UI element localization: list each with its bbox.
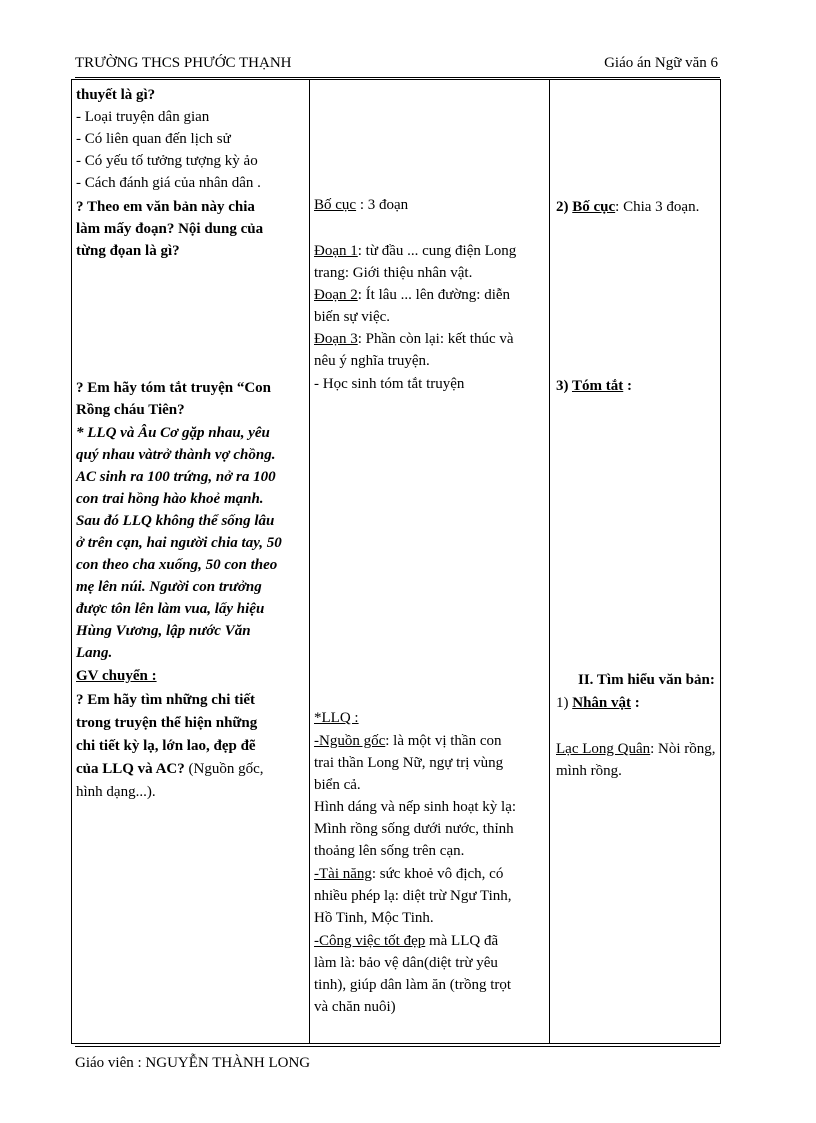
text-line: làm là: bảo vệ dân(diệt trừ yêu (314, 955, 498, 971)
num: 3) (556, 378, 572, 394)
teacher-activity-column (76, 80, 306, 1043)
structure-heading (556, 196, 699, 218)
section-heading: II. Tìm hiểu văn bản: (578, 672, 715, 688)
question-details: hình dạng...). (76, 784, 156, 800)
question-summary: Rồng cháu Tiên? (76, 402, 185, 418)
label: Tóm tắt (571, 378, 624, 394)
text-line: Mình rồng sống dưới nước, thỉnh (314, 821, 514, 837)
text: : Nòi rồng, (650, 741, 716, 757)
label: -Công việc tốt đẹp (314, 933, 426, 949)
summary-text: con trai hồng hào khoẻ mạnh. (76, 491, 264, 507)
question-details: ? Em hãy tìm những chi tiết (76, 692, 256, 708)
page-footer (75, 1046, 720, 1071)
question-structure: ? Theo em văn bản này chia (76, 199, 255, 215)
text-line: tinh), giúp dân làm ăn (trồng trọt (314, 977, 512, 993)
text-line: nhiều phép lạ: diệt trừ Ngư Tinh, (314, 888, 512, 904)
text-line: - Cách đánh giá của nhân dân . (76, 175, 261, 191)
summary-text: quý nhau vàtrở thành vợ chồng. (76, 447, 276, 463)
talent-line (314, 863, 503, 885)
teacher-name: Giáo viên : NGUYỄN THÀNH LONG (75, 1055, 311, 1071)
summary-text: Sau đó LLQ không thể sống lâu (76, 513, 275, 529)
text: : (623, 378, 632, 394)
llq-line (556, 738, 716, 760)
paragraph-1 (314, 240, 516, 262)
question-details: chi tiết kỳ lạ, lớn lao, đẹp đẽ (76, 738, 256, 754)
column-divider-2 (549, 80, 550, 1043)
label: -Tài năng (314, 866, 372, 882)
text: : (631, 695, 640, 711)
structure-line (314, 194, 408, 216)
paragraph-2 (314, 284, 510, 306)
label: Lạc Long Quân (556, 741, 651, 757)
label: Đoạn 1 (314, 243, 358, 259)
text-line: nêu ý nghĩa truyện. (314, 353, 430, 369)
text: mà LLQ đã (425, 933, 499, 949)
question-details (76, 758, 264, 780)
text-line: thuyết là gì? (76, 87, 156, 103)
summary-text: ở trên cạn, hai người chia tay, 50 (76, 535, 282, 551)
teacher-transition: GV chuyển : (76, 668, 157, 684)
label: Nhân vật (572, 695, 632, 711)
question-structure: từng đọan là gì? (76, 243, 180, 259)
summary-text: AC sinh ra 100 trứng, nở ra 100 (76, 469, 276, 485)
summary-text: được tôn lên làm vua, lấy hiệu (76, 601, 265, 617)
label: Bố cục (572, 199, 616, 215)
question-structure: làm mấy đoạn? Nội dung của (76, 221, 264, 237)
label: Đoạn 3 (314, 331, 358, 347)
text-line: - Có yếu tố tưởng tượng kỳ ảo (76, 153, 258, 169)
text: : là một vị thần con (385, 733, 502, 749)
content-column (556, 80, 720, 1043)
text: : Ít lâu ... lên đường: diễn (357, 287, 511, 303)
school-name: TRƯỜNG THCS PHƯỚC THẠNH (75, 55, 292, 71)
label: Bố cục (314, 197, 357, 213)
label: Đoạn 2 (314, 287, 358, 303)
paragraph-3 (314, 328, 514, 350)
text-line: - Loại truyện dân gian (76, 109, 210, 125)
text: : 3 đoạn (356, 197, 409, 213)
deeds-line (314, 930, 498, 952)
question-summary: ? Em hãy tóm tắt truyện “Con (76, 380, 271, 396)
text-line: mình rồng. (556, 763, 622, 779)
question-text: của LLQ và AC? (76, 761, 185, 777)
text: : Phần còn lại: kết thúc và (357, 331, 514, 347)
text-line: trang: Giới thiệu nhân vật. (314, 265, 473, 281)
student-activity-column (314, 80, 546, 1043)
label: -Nguồn gốc (314, 733, 386, 749)
llq-heading: *LLQ : (314, 710, 359, 726)
text-line: và chăn nuôi) (314, 999, 396, 1015)
text-line: Hình dáng và nếp sinh hoạt kỳ lạ: (314, 799, 517, 815)
text-line: biển cả. (314, 777, 361, 793)
summary-text: Hùng Vương, lập nước Văn (76, 623, 251, 639)
text: : Chia 3 đoạn. (615, 199, 700, 215)
text-line: Hồ Tinh, Mộc Tinh. (314, 910, 434, 926)
column-divider-1 (309, 80, 310, 1043)
summary-text: mẹ lên núi. Người con trưởng (76, 579, 262, 595)
summary-heading (556, 375, 632, 397)
text: : sức khoẻ vô địch, có (371, 866, 504, 882)
question-details: trong truyện thể hiện những (76, 715, 258, 731)
text: : từ đầu ... cung điện Long (357, 243, 517, 259)
text-line: trai thần Long Nữ, ngự trị vùng (314, 755, 504, 771)
text-line: thoảng lên sống trên cạn. (314, 843, 465, 859)
subject-title: Giáo án Ngữ văn 6 (604, 55, 718, 71)
origin-line (314, 730, 501, 752)
question-hint: (Nguồn gốc, (184, 761, 264, 777)
lesson-table (71, 79, 721, 1044)
page-header (75, 55, 720, 78)
num: 1) (556, 695, 573, 711)
summary-text: Lang. (76, 645, 113, 661)
num: 2) (556, 199, 573, 215)
summary-text: * LLQ và Âu Cơ gặp nhau, yêu (76, 425, 270, 441)
text-line: biến sự việc. (314, 309, 391, 325)
text-line: - Có liên quan đến lịch sử (76, 131, 231, 147)
character-heading (556, 692, 640, 714)
summary-instruction: - Học sinh tóm tắt truyện (314, 376, 465, 392)
summary-text: con theo cha xuống, 50 con theo (76, 557, 278, 573)
